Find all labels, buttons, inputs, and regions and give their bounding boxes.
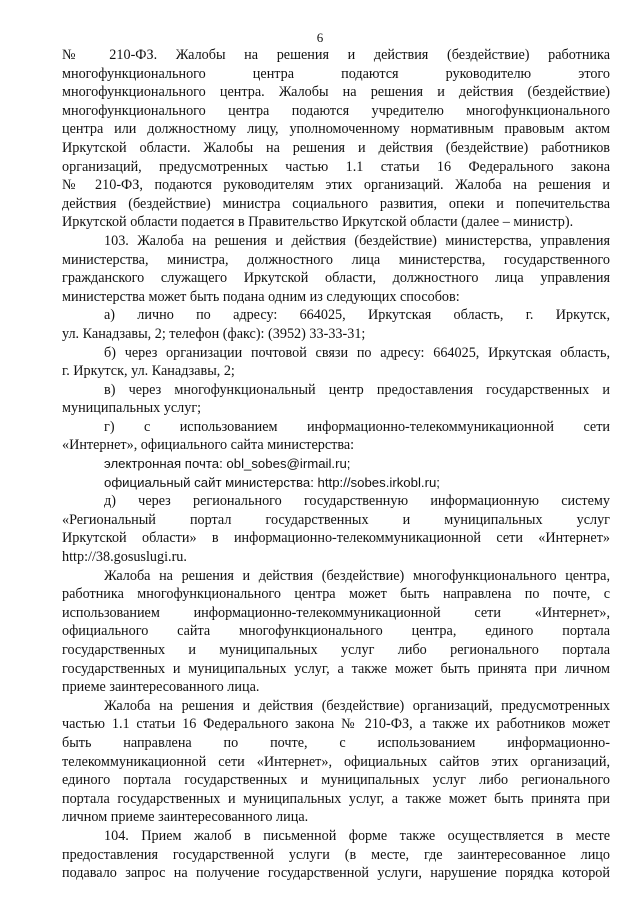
text-line: приеме заинтересованного лица. — [62, 679, 260, 696]
text-line: 103. Жалоба на решения и действия (бездействие) министерства, управления — [104, 232, 610, 249]
text-line: № 210-ФЗ. Жалобы на решения и действия (бездействие) работника — [62, 47, 610, 63]
text-line: использованием информационно-телекоммуникационной сети «Интернет», — [62, 604, 610, 621]
text-line: г) с использованием информационно-телекоммуникационной сети — [104, 418, 610, 435]
text-line: центра или должностному лицу, уполномоченному нормативным правовым актом — [62, 121, 610, 138]
text-line: Иркутской области. Жалобы на решения и действия (бездействие) работников — [62, 139, 610, 156]
text-line: работника многофункционального центра может быть направлена по почте, с — [62, 586, 610, 603]
page-number: 6 — [316, 30, 324, 45]
text-line: Жалоба на решения и действия (бездействие) организаций, предусмотренных — [104, 697, 610, 714]
text-line: министерства, министра, должностного лица министерства, государственного — [62, 251, 610, 268]
text-line: единого портала государственных и муниципальных услуг либо регионального — [62, 772, 610, 789]
text-line: официальный сайт министерства: http://sobes.irkobl.ru; — [104, 474, 440, 490]
text-line: многофункционального центра подаются учредителю многофункционального — [62, 102, 610, 119]
text-line: муниципальных услуг; — [62, 400, 202, 417]
text-line: предоставления государственной услуги (в месте, где заинтересованное лицо — [62, 846, 610, 863]
text-line: частью 1.1 статьи 16 Федерального закона № 210-ФЗ, а также их работников может — [62, 716, 610, 733]
text-line: министерства может быть подана одним из следующих способов: — [62, 288, 460, 305]
text-line: быть направлена по почте, с использованием информационно- — [62, 734, 610, 751]
text-line: д) через регионального государственную информационную систему — [104, 493, 610, 510]
text-line: б) через организации почтовой связи по адресу: 664025, Иркутская область, — [104, 344, 610, 361]
text-line: Иркутской области подается в Правительство Иркутской области (далее – министр). — [62, 214, 574, 231]
text-line: ул. Канадзавы, 2; телефон (факс): (3952) 33-33-31; — [62, 325, 366, 342]
text-line: организаций, предусмотренных частью 1.1 статьи 16 Федерального закона — [62, 158, 610, 175]
text-line: гражданского служащего Иркутской области, должностного лица управления — [62, 270, 610, 287]
text-line: «Региональный портал государственных и муниципальных услуг — [62, 511, 610, 528]
text-line: 104. Прием жалоб в письменной форме также осуществляется в месте — [104, 827, 610, 844]
text-line: государственных и муниципальных услуг либо регионального портала — [62, 642, 610, 658]
text-line: г. Иркутск, ул. Канадзавы, 2; — [62, 363, 235, 380]
text-line: а) лично по адресу: 664025, Иркутская область, г. Иркутск, — [104, 307, 610, 324]
text-line: в) через многофункциональный центр предоставления государственных и — [104, 381, 610, 398]
text-line: официального сайта многофункционального центра, единого портала — [62, 623, 610, 640]
text-line: № 210-ФЗ, подаются руководителям этих организаций. Жалоба на решения и — [62, 177, 610, 194]
text-line: Иркутской области» в информационно-телекоммуникационной сети «Интернет» — [62, 530, 610, 547]
text-line: многофункционального центра подаются руководителю этого — [62, 65, 610, 82]
text-line: подавало запрос на получение государственной услуги, нарушение порядка которой — [62, 865, 610, 882]
text-line: портала государственных и муниципальных услуг, а также может быть принята при — [62, 790, 610, 807]
text-line: электронная почта: obl_sobes@irmail.ru; — [104, 456, 351, 472]
text-line: Жалоба на решения и действия (бездействие) многофункционального центра, — [104, 567, 610, 584]
document-body — [62, 46, 610, 883]
text-line: действия (бездействие) министра социального развития, опеки и попечительства — [62, 195, 610, 212]
text-line: личном приеме заинтересованного лица. — [62, 809, 309, 826]
text-line: телекоммуникационной сети «Интернет», официальных сайтов этих организаций, — [62, 753, 610, 770]
text-line: http://38.gosuslugi.ru. — [62, 549, 187, 566]
text-line: государственных и муниципальных услуг, а также может быть принята при личном — [62, 660, 610, 677]
text-line: многофункционального центра. Жалобы на решения и действия (бездействие) — [62, 84, 610, 101]
text-line: «Интернет», официального сайта министерства: — [62, 437, 355, 454]
